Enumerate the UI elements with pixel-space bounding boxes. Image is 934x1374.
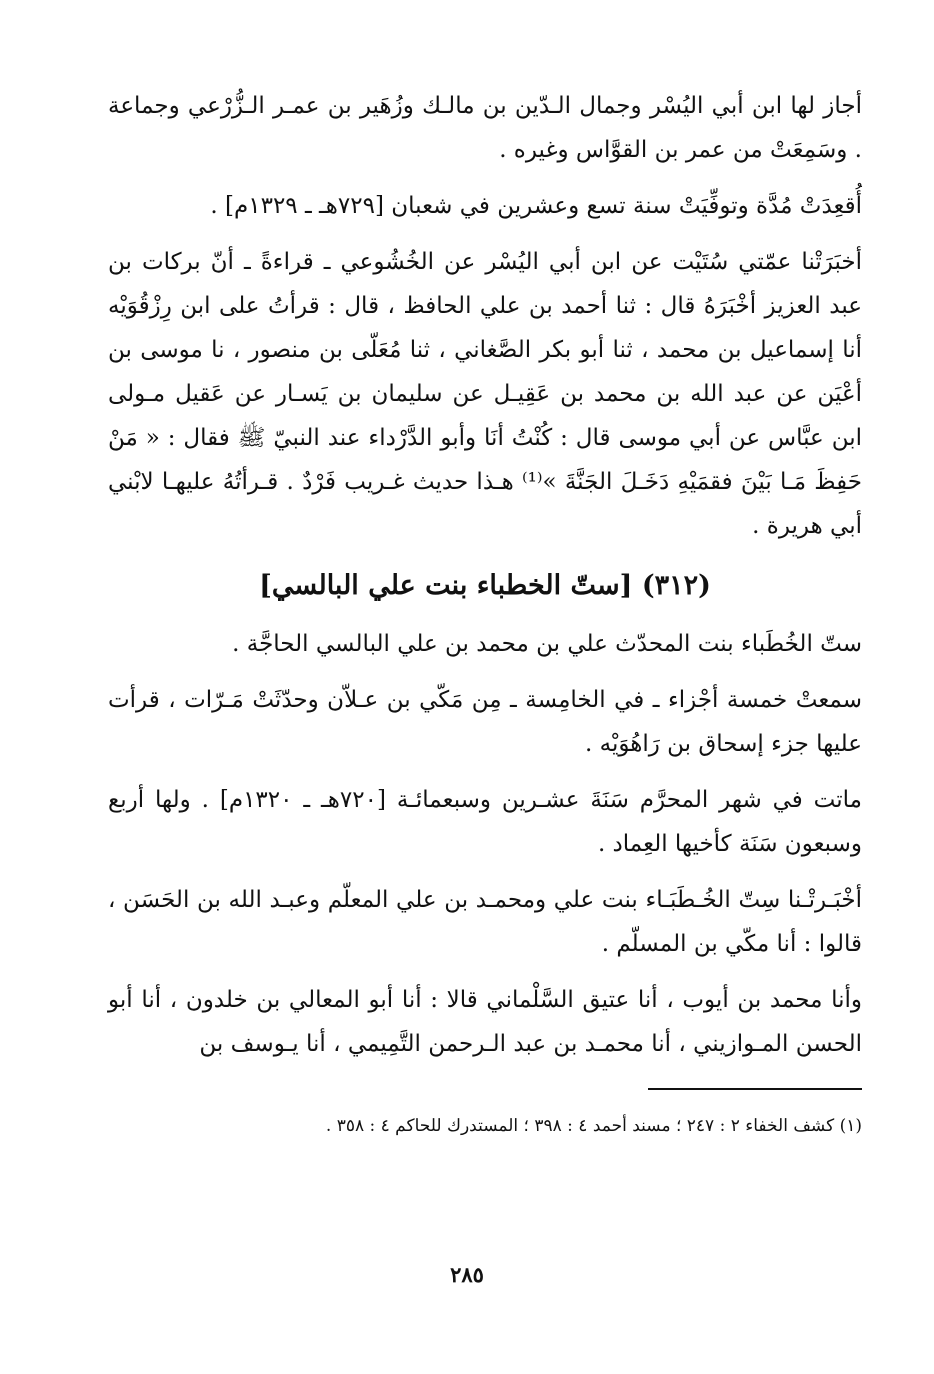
page-number: ٢٨٥ (450, 1262, 484, 1287)
footnote: (١) كشف الخفاء ٢ : ٢٤٧ ؛ مسند أحمد ٤ : ٣٩٨ ؛ المستدرك للحاكم ٤ : ٣٥٨ . (325, 1116, 862, 1136)
paragraph-5: سمعتْ خمسة أجْزاء ـ في الخامِسة ـ مِن مَكّي بن عـلاّن وحدّثَتْ مَـرّات ، قرأت عليها جزء إسحاق بن رَاهُوَيْه . (108, 687, 862, 757)
paragraph-4: ستّ الخُطَباء بنت المحدّث علي بن محمد بن علي البالسي الحاجَّة . (232, 631, 862, 657)
entry-heading: (٣١٢) [ستّ الخطباء بنت علي البالسي] (259, 570, 711, 601)
paragraph-3: أخبَرَتْنا عمّتي سُتَيْت عن ابن أبي اليُسْر عن الخُشُوعي ـ قراءةً ـ أنّ بركات بن عبد العزيز أخْبَرَهُ قال : ثنا أحمد بن علي الحافظ ، قال : قرأتُ على ابن رِزْقُوَيْه أنا إسماعيل بن محمد ، ثنا أبو بكر الصَّغاني ، ثنا مُعَلّى بن منصور ، نا موسى بن أعْيَن عن عبد الله بن محمد بن عَقِيـل عن سليمان بن يَسـار عن عَقيل مـولى ابن عبَّاس عن أبي موسى قال : كُنْتُ أنَا وأبو الدَّرْداء عند النبيّ ﷺ فقال : « مَنْ حَفِظَ مَـا بَيْنَ فقمَيْهِ دَخَـلَ الجَنَّةَ »⁽¹⁾ هـذا حديث غـريب فَرْدٌ . قـرأتُهُ عليهـا لابْني أبي هريرة . (108, 249, 862, 539)
paragraph-7: أخْبَـرتْـنا سِتّ الخُـطَبَـاء بنت علي ومحمـد بن علي المعلّم وعبـد الله بن الحَسَن ، قالوا : أنا مكّي بن المسلّم . (108, 887, 862, 957)
paragraph-6: ماتت في شهر المحرَّم سَنَةَ عشـرين وسبعمائـة [٧٢٠هـ ـ ١٣٢٠م] . ولها أربع وسبعون سَنَة كأخيها العِماد . (108, 787, 862, 857)
footnote-divider (648, 1088, 862, 1090)
paragraph-8: وأنا محمد بن أيوب ، أنا عتيق السَّلْماني قالا : أنا أبو المعالي بن خلدون ، أنا أبو الحسن المـوازيني ، أنا محمـد بن عبد الـرحمن التَّمِيمي ، أنا يـوسف بن (108, 987, 862, 1057)
paragraph-1: أجاز لها ابن أبي اليُسْر وجمال الـدّين بن مالـك وزُهَير بن عمـر الـزُّرْعي وجماعة . وسَمِعَتْ من عمر بن القوَّاس وغيره . (108, 93, 862, 163)
paragraph-2: أُقعِدَتْ مُدَّة وتوفِّيَتْ سنة تسع وعشرين في شعبان [٧٢٩هـ ـ ١٣٢٩م] . (210, 193, 862, 219)
footnote-divider-wrap (648, 1088, 862, 1090)
